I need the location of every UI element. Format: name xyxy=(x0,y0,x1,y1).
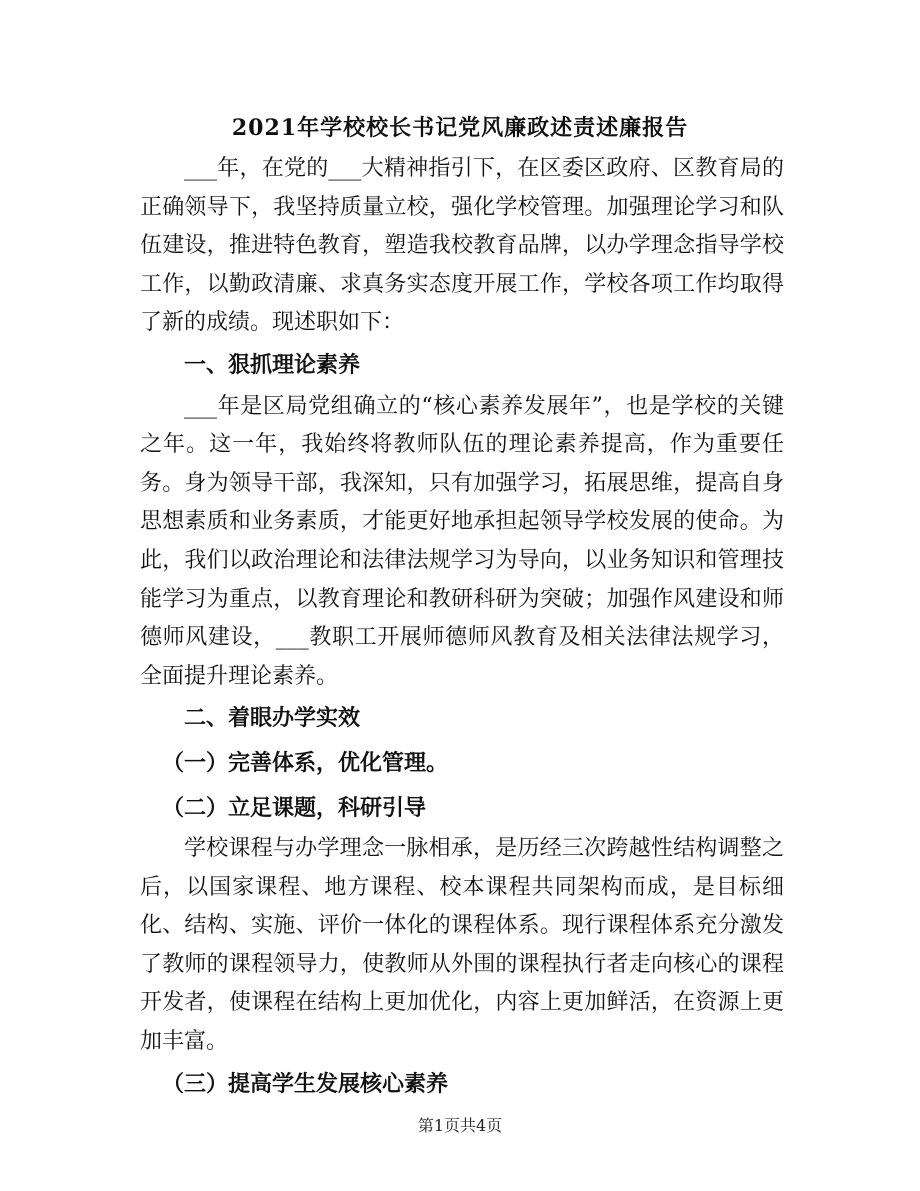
subsection1-heading: （一）完善体系，优化管理。 xyxy=(162,749,449,776)
document-body xyxy=(140,150,784,1106)
document-title: 2021年学校校长书记党风廉政述责述廉报告 xyxy=(231,115,689,141)
subsection2-paragraph: 学校课程与办学理念一脉相承，是历经三次跨越性结构调整之后，以国家课程、地方课程、校本课程共同架构而成，是目标细化、结构、实施、评价一体化的课程体系。现行课程体系充分激发了教师的课程领导力，使教师从外围的课程执行者走向核心的课程开发者，使课程在结构上更加优化，内容上更加鲜活，在资源上更加丰富。 xyxy=(140,836,784,1055)
section1-heading: 一、狠抓理论素养 xyxy=(184,351,361,378)
section2-heading: 二、着眼办学实效 xyxy=(184,705,361,732)
section1-paragraph: ___年是区局党组确立的“核心素养发展年”，也是学校的关键之年。这一年，我始终将教师队伍的理论素养提高，作为重要任务。身为领导干部，我深知，只有加强学习，拓展思维，提高自身思想素质和业务素质，才能更好地承担起领导学校发展的使命。为此，我们以政治理论和法律法规学习为导向，以业务知识和管理技能学习为重点，以教育理论和教研科研为突破；加强作风建设和师德师风建设，___教职工开展师德师风教育及相关法律法规学习，全面提升理论素养。 xyxy=(140,393,784,689)
subsection3-heading: （三）提高学生发展核心素养 xyxy=(162,1070,449,1097)
subsection2-heading: （二）立足课题，科研引导 xyxy=(162,794,427,821)
page-number: 第1页共4页 xyxy=(417,1116,503,1135)
intro-paragraph: ___年，在党的___大精神指引下，在区委区政府、区教育局的正确领导下，我坚持质量立校，强化学校管理。加强理论学习和队伍建设，推进特色教育，塑造我校教育品牌，以办学理念指导学校工作，以勤政清廉、求真务实态度开展工作，学校各项工作均取得了新的成绩。现述职如下： xyxy=(140,156,784,336)
